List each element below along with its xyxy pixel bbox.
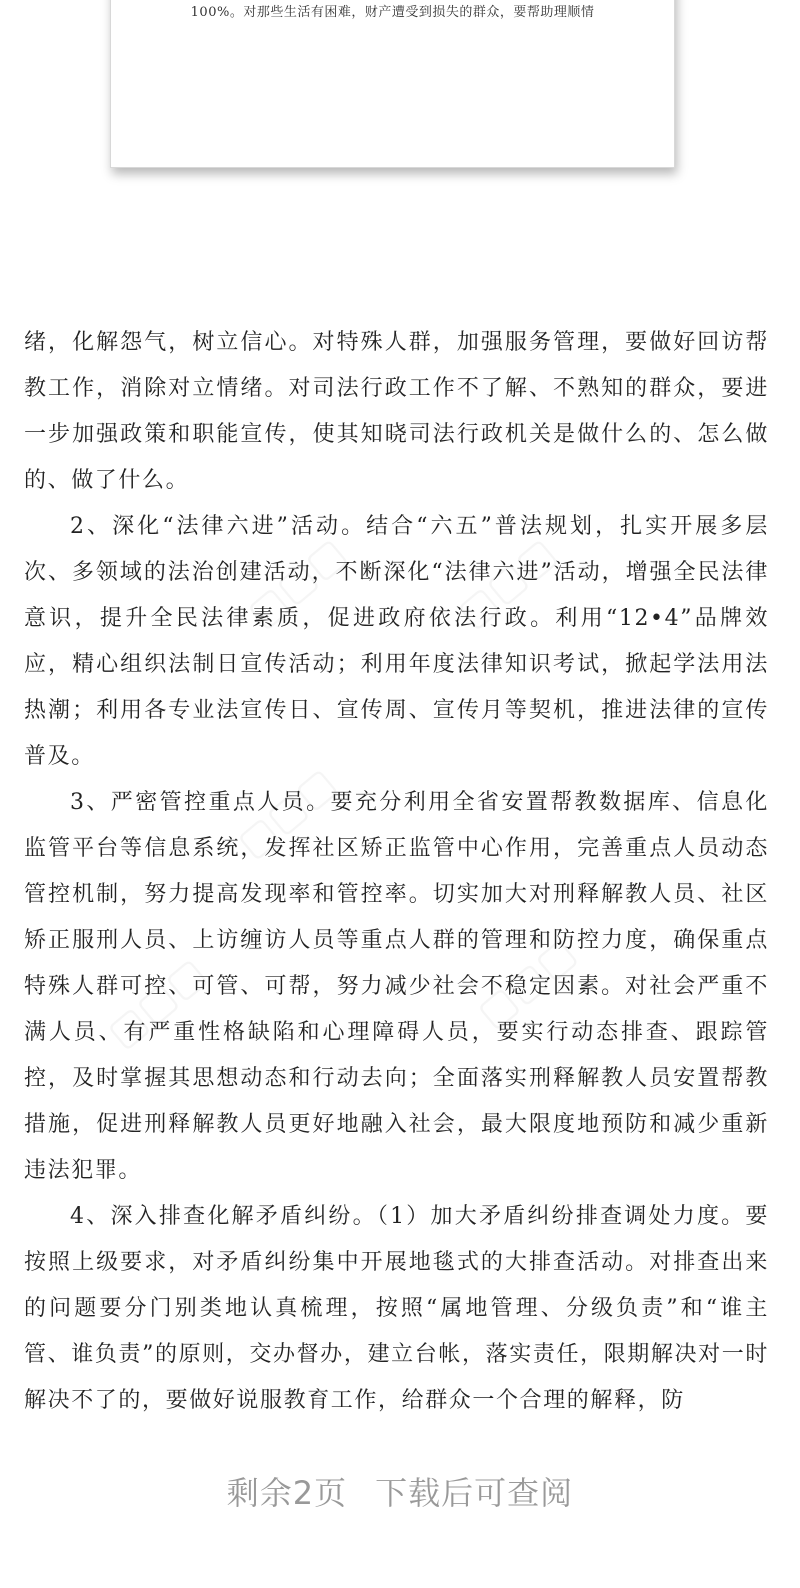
watermark: ▢▢▢: [228, 758, 345, 868]
paragraph-3: 3、严密管控重点人员。要充分利用全省安置帮教数据库、信息化监管平台等信息系统，发挥社区矫正监管中心作用，完善重点人员动态管控机制，努力提高发现率和管控率。切实加大对刑释解教人员、社区矫正服刑人员、上访缠访人员等重点人群的管理和防控力度，确保重点特殊人群可控、可管、可帮，努力减少社会不稳定因素。对社会严重不满人员、有严重性格缺陷和心理障碍人员，要实行动态排查、跟踪管控，及时掌握其思想动态和行动去向；全面落实刑释解教人员安置帮教措施，促进刑释解教人员更好地融入社会，最大限度地预防和减少重新违法犯罪。: [24, 790, 769, 1183]
download-prompt[interactable]: [0, 1468, 800, 1514]
document-body: [24, 320, 769, 1424]
download-to-view-label: 下载后可查阅: [375, 1474, 574, 1512]
watermark: ▢▢▢: [448, 528, 565, 638]
watermark: ▢▢▢: [98, 948, 215, 1058]
remaining-pages-label: 剩余2页: [226, 1474, 348, 1512]
previous-page-preview: [110, 0, 675, 168]
paragraph-4: 4、深入排查化解矛盾纠纷。（1）加大矛盾纠纷排查调处力度。要按照上级要求，对矛盾纠纷集中开展地毯式的大排查活动。对排查出来的问题要分门别类地认真梳理，按照“属地管理、分级负责”和“谁主管、谁负责”的原则，交办督办，建立台帐，落实责任，限期解决对一时解决不了的，要做好说服教育工作，给群众一个合理的解释，防: [24, 1204, 769, 1413]
paragraph-2: 2、深化“法律六进”活动。结合“六五”普法规划，扎实开展多层次、多领域的法治创建活动，不断深化“法律六进”活动，增强全民法律意识，提升全民法律素质，促进政府依法行政。利用“12•4”品牌效应，精心组织法制日宣传活动；利用年度法律知识考试，掀起学法用法热潮；利用各专业法宣传日、宣传周、宣传月等契机，推进法律的宣传普及。: [24, 514, 769, 769]
watermark: ▢▢▢: [238, 528, 355, 638]
preview-text-line: 100%。对那些生活有困难，财产遭受到损失的群众，要帮助理顺情: [190, 5, 595, 20]
paragraph-1: 绪，化解怨气，树立信心。对特殊人群，加强服务管理，要做好回访帮教工作，消除对立情绪。对司法行政工作不了解、不熟知的群众，要进一步加强政策和职能宣传，使其知晓司法行政机关是做什么的、怎么做的、做了什么。: [24, 330, 769, 493]
watermark: ▢▢▢: [468, 928, 585, 1038]
